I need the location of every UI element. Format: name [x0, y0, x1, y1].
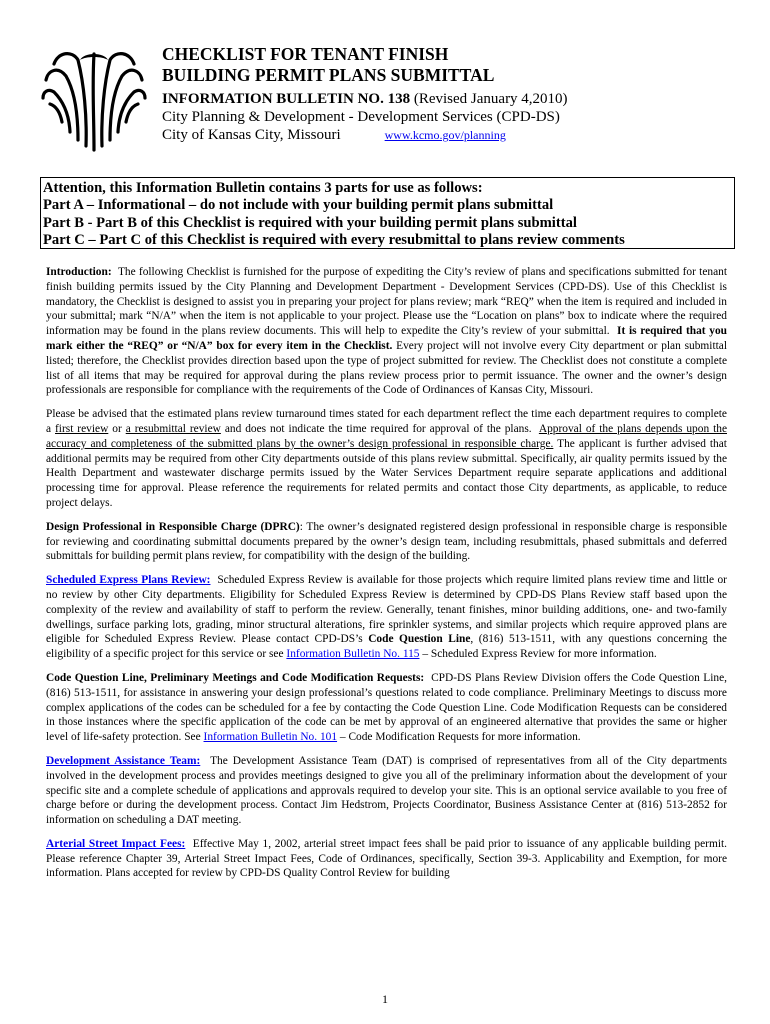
arterial-fees-paragraph [46, 837, 727, 881]
code-question-text: CPD-DS Plans Review Division offers the Code Question Line, (816) 513-1511, for assistance in answering your design professional’s questions related to code compliance. Preliminary Meetings to discuss more complex applications of the codes can be scheduled for a fee by contacting the Code Question Line. Code Modification Requests can be considered in those instances where the specific application of the code can be met by approval of an engineered alternative that provides the same or higher level of life-safety protection. See [46, 671, 727, 744]
express-review-link[interactable]: Scheduled Express Plans Review: [46, 574, 211, 587]
attention-heading: Attention, this Information Bulletin contains 3 parts for use as follows: [43, 180, 483, 196]
bulletin-revised-date: (Revised January 4,2010) [413, 91, 568, 107]
express-review-text-end: – Scheduled Express Review for more information. [422, 648, 657, 661]
approval-note: Approval of the plans depends upon the accuracy and completeness of the submitted plans by the owner’s design professional in responsible charge. [46, 422, 727, 450]
document-title-line1: CHECKLIST FOR TENANT FINISH [162, 44, 449, 64]
development-assistance-team-link[interactable]: Development Assistance Team: [46, 754, 201, 767]
advisory-text-end: The applicant is further advised that additional permits may be required from other City departments outside of this plans review submittal. Specifically, air quality permits issued by the Health Department and wastewater discharge permits issued by the Water Services Department require separate applications and additional processing time for approval. Please reference the requirements for related permits and contact those City departments, as applicable, to reduce project delays. [46, 437, 727, 509]
code-question-line-term: Code Question Line [368, 633, 471, 646]
advisory-text-mid: and does not indicate the time required for approval of the plans. [224, 422, 532, 435]
city-name: City of Kansas City, Missouri [162, 127, 341, 143]
introduction-text-continued: Every project will not involve every City department or plan submittal listed; therefore, the Checklist provides direction based upon the type of project submitted for review. The Checklist does not constitute a complete list of all items that may be required for approval during the plans review process prior to permit issuance. The owner and the owner’s design professionals are responsible for compliance with the requirements of the Code of Ordinances of Kansas City, Missouri. [46, 339, 727, 397]
arterial-fees-text: Effective May 1, 2002, arterial street impact fees shall be paid prior to issuance of any applicable building permit. Please reference Chapter 39, Arterial Street Impact Fees, Code of Ordinances, specifically, Section 39-3. Applicability and Exemption, for more information. Plans accepted for review by CPD-DS Quality Control Review for building [46, 837, 728, 880]
advisory-paragraph [46, 407, 727, 511]
introduction-required-note: It is required that you mark either the “REQ” or “N/A” box for every item in the Checklist. [46, 325, 727, 352]
city-line [162, 126, 568, 144]
resubmittal-review-term: a resubmittal review [125, 422, 221, 435]
planning-website-link[interactable]: www.kcmo.gov/planning [384, 128, 506, 142]
introduction-paragraph [46, 265, 727, 398]
part-a-line: Part A – Informational – do not include with your building permit plans submittal [43, 197, 554, 214]
arterial-street-fees-link[interactable]: Arterial Street Impact Fees: [46, 837, 186, 850]
code-question-text-end: – Code Modification Requests for more information. [339, 731, 581, 744]
code-question-paragraph [46, 671, 727, 745]
first-review-term: first review [55, 422, 109, 435]
bulletin-label: INFORMATION BULLETIN NO. 138 [162, 91, 411, 107]
part-c-line: Part C – Part C of this Checklist is required with every resubmittal to plans review comments [43, 231, 625, 248]
bulletin-number [162, 90, 568, 108]
advisory-or: or [112, 422, 122, 435]
dprc-text: : The owner’s designated registered design professional in responsible charge is responsible for reviewing and coordinating submittal documents prepared by the owner’s design team, including resubmittals, phased submittals and deferred submittals for building permit plans review, for compatibility with the design of the building. [46, 520, 728, 563]
page-number: 1 [382, 992, 388, 1006]
introduction-label: Introduction: [46, 266, 112, 278]
dat-text: The Development Assistance Team (DAT) is comprised of representatives from all of the City departments involved in the development process and provides meetings designed to give you all of the preliminary information about the development of your specific site and a complete schedule of applications and approvals required to develop your site. This is an optional service available to you free of charge before or during the development process. Contact Jim Hedstrom, Projects Coordinator, Business Assistance Center at (816) 513-2852 for information on scheduling a DAT meeting. [46, 754, 727, 827]
part-b-line: Part B - Part B of this Checklist is required with your building permit plans submittal [43, 214, 577, 231]
dprc-paragraph [46, 520, 727, 564]
express-review-text: Scheduled Express Review is available for those projects which require limited plans review time and little or no review by other City departments. Eligibility for Scheduled Express Review is determined by CPD-DS Plans Review staff based upon the complexity of the review and availability of staff to perform the review. Generally, tenant finishes, minor building additions, one- and two-family dwellings, surface parking lots, grading, minor structural alterations, fire sprinkler systems, and similar projects which require approved plans are eligible for Scheduled Express Review. Please contact CPD-DS’s [46, 574, 727, 646]
dprc-label: Design Professional in Responsible Charge (DPRC) [46, 520, 300, 533]
express-review-paragraph [46, 573, 727, 662]
advisory-text: Please be advised that the estimated plans review turnaround times stated for each department reflect the time each department requires to complete a [46, 408, 727, 435]
kansas-city-fountain-logo [40, 46, 148, 154]
document-header [162, 44, 568, 144]
bulletin-101-link[interactable]: Information Bulletin No. 101 [203, 731, 338, 744]
introduction-text: The following Checklist is furnished for the purpose of expediting the City’s review of plans and specifications submitted for tenant finish building permits issued by the City Planning and Development Department - Development Services (CPD-DS). Use of this Checklist is mandatory, the Checklist is designed to assist you in preparing your project for plans review; mark “REQ” when the item is required and included in your submittal; mark “N/A” when the item is not applicable to your project. Please use the “Location on plans” box to indicate where the required information may be found in the plans review documents. This will help to expedite the City’s review of your submittal. [46, 266, 727, 338]
attention-box [40, 177, 735, 249]
document-title-line2: BUILDING PERMIT PLANS SUBMITTAL [162, 65, 495, 85]
dat-paragraph [46, 754, 727, 828]
express-review-text-mid: , (816) 513-1511, with any questions concerning the eligibility of a specific project for this service or see [46, 633, 727, 661]
code-question-label: Code Question Line, Preliminary Meetings and Code Modification Requests: [46, 671, 425, 684]
department-name: City Planning & Development - Development Services (CPD-DS) [162, 109, 560, 125]
bulletin-115-link[interactable]: Information Bulletin No. 115 [286, 648, 420, 661]
bulletin-body [46, 265, 727, 890]
